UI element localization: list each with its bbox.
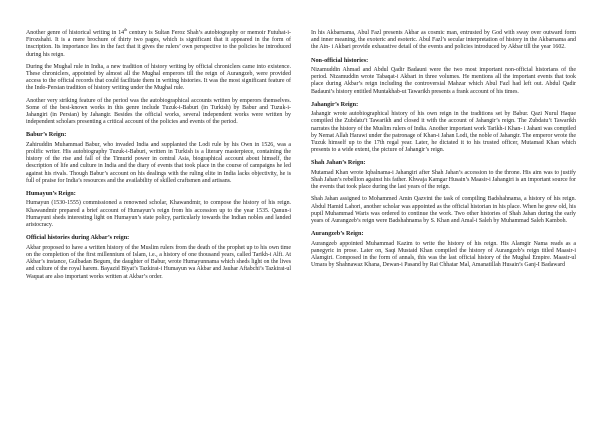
- paragraph: Humayun (1530-1555) commissioned a renowned scholar, Khawandmir, to compose the history of his reign. Khawandmir prepared a brief account of Humayun’s reign from his accession up to the year 1535. Qanun-i Humayuni sheds interesting light on Humayun’s state policy, particularly towards the Indian nobles and landed aristocracy.: [26, 200, 291, 229]
- section-heading: Official histories during Akbar’s reign:: [26, 234, 130, 242]
- paragraph: In his Akbarnama, Abul Fazl presents Akbar as cosmic man, entrusted by God with sway over outward form and inner meaning, the exoteric and esoteric. Abul Fazl’s secular interpretation of history in the Akbarnama and the Ain- i Akbari provide exhaustive detail of the events and policies introduced by Akbar till the year 1602.: [311, 30, 576, 51]
- paragraph: Jahangir wrote autobiographical history of his own reign in the traditions set by Babur. Qazi Nurul Haque compiled the Zubdatu’t Tawarikh and closed it with the account of Jahangir’s reign. The Zubdatu’t Tawarikh narrates the history of the Muslim rulers of India. Another important work Tarikh-i Khan- i Jahani was compiled by Nemat Allah Harawi under the patronage of Khan-i Jahan Lodi, the noble of Jahangir. The emperor wrote the Tuzuk himself up to the 17th regal year. Later, he dictated it to his trusted officer, Mutamad Khan which presents to a wide extent, the picture of Jahangir’s reign.: [311, 111, 576, 154]
- paragraph: Akbar proposed to have a written history of the Muslim rulers from the death of the prophet up to his own time on the completion of the first millennium of Islam, i.e., a history of one thousand years, called Tarikh-i Alfi. At Akbar’s instance, Gulbadan Begum, the daughter of Babur, wrote Humayunnama which sheds light on the lives and culture of the royal harem. Bayazid Biyat’s Tazkirat-i Humayun wa Akbar and Jauhar Aftabchi’s Tazkirat-ul Waquat are also important works written at Akbar’s order.: [26, 244, 291, 280]
- section-heading: Humayun’s Reign:: [26, 190, 76, 198]
- left-column: [26, 27, 291, 414]
- paragraph: Nizamuddin Ahmad and Abdul Qadir Badauni were the two most important non-official historians of the period. Nizamuddin wrote Tabaqat-i Akbari in three volumes. He mentions all the important events that took place during Akbar’s reign including the controversial Mahzar which Abul Fazl had left out. Abdul Qadir Badauni’s history entitled Muntakhab-ut Tawarikh presents a frank account of his times.: [311, 67, 576, 95]
- section-heading: Babur’s Reign:: [26, 131, 67, 139]
- paragraph: Another genre of historical writing in 14th century is Sultan Feroz Shah’s autobiography or memoir Futuhat-i-Firozshahi. It is a mere brochure of thirty two pages, which is significant that it appeared in the form of inscription. Its importance lies in the fact that it gives the rulers’ own perspective to the policies he introduced during his reign.: [26, 27, 291, 58]
- section-heading: Aurangzeb’s Reign:: [311, 230, 364, 238]
- paragraph: Another very striking feature of the period was the autobiographical accounts written by emperors themselves. Some of the best-known works in this genre include Tuzuk-i-Baburi (in Turkish) by Babur and Tuzuk-i-Jahangiri (in Persian) by Jahangir. Besides the official works, several independent works were written by independent scholars presenting a critical account of the policies and events of the period.: [26, 97, 291, 126]
- paragraph: During the Mughal rule in India, a new tradition of history writing by official chroniclers came into existence. These chroniclers, appointed by almost all the Mughal emperors till the reign of Aurangzeb, were provided access to the official records that could facilitate them in writing histories. It was the most significant feature of the Indo-Persian tradition of history writing under the Mughal rule.: [26, 63, 291, 92]
- right-column: [311, 30, 576, 414]
- paragraph: Mutamad Khan wrote Iqbalnama-i Jahangiri after Shah Jahan’s accession to the throne. His aim was to justify Shah Jahan’s rebellion against his father. Khwaja Kamgar Husain’s Maasir-i Jahangiri is an important source for the events that took place during the last years of the reign.: [311, 169, 576, 191]
- section-heading: Non-official histories:: [311, 56, 369, 64]
- section-heading: Jahangir’s Reign:: [311, 100, 359, 108]
- paragraph: Aurangzeb appointed Muhammad Kazim to write the history of his reign. His Alamgir Nama reads as a panegyric in prose. Later on, Saqi Mustaid Khan compiled the history of Aurangzeb’s reign titled Maasir-i Alamgiri. Composed in the form of annals, this was the last official history of the Mughal Empire. Maasir-ul Umara by Shahnawaz Khana, Dewan-i Pasand by Rai Chhatar Mal, Amanatillah Husain’s Ganj-I Badaward: [311, 240, 576, 269]
- paragraph: Shah Jahan assigned to Mohammed Amin Qazvini the task of compiling Badshahnama, a history of his reign. Abdul Hamid Lahori, another scholar was appointed as the official historian in his place. When he grew old, his pupil Muhammad Waris was ordered to continue the work. Two other histories of Shah Jahan during the early years of Aurangzeb’s reign were Badshahnama by S. Khan and Amal-i Saleh by Muhammad Saleh Kamboh.: [311, 196, 576, 225]
- section-heading: Shah Jahan’s Reign:: [311, 159, 366, 167]
- paragraph: Zahiruddin Muhammad Babur, who invaded India and supplanted the Lodi rule by his Own in 1526, was a prolific writer. His autobiography Tuzuk-i-Baburi, written in Turkish is a literary masterpiece, containing the history of the rise and fall of the Timurid power in central Asia, biographical account about himself, the description of life and culture in India and the diary of events that took place in the course of campaigns he led against his rivals. Though Babur’s account on his dealings with the ruling elite in India lacks objectivity, he is full of praise for India’s resources and the availability of skilled craftsmen and artisans.: [26, 141, 291, 184]
